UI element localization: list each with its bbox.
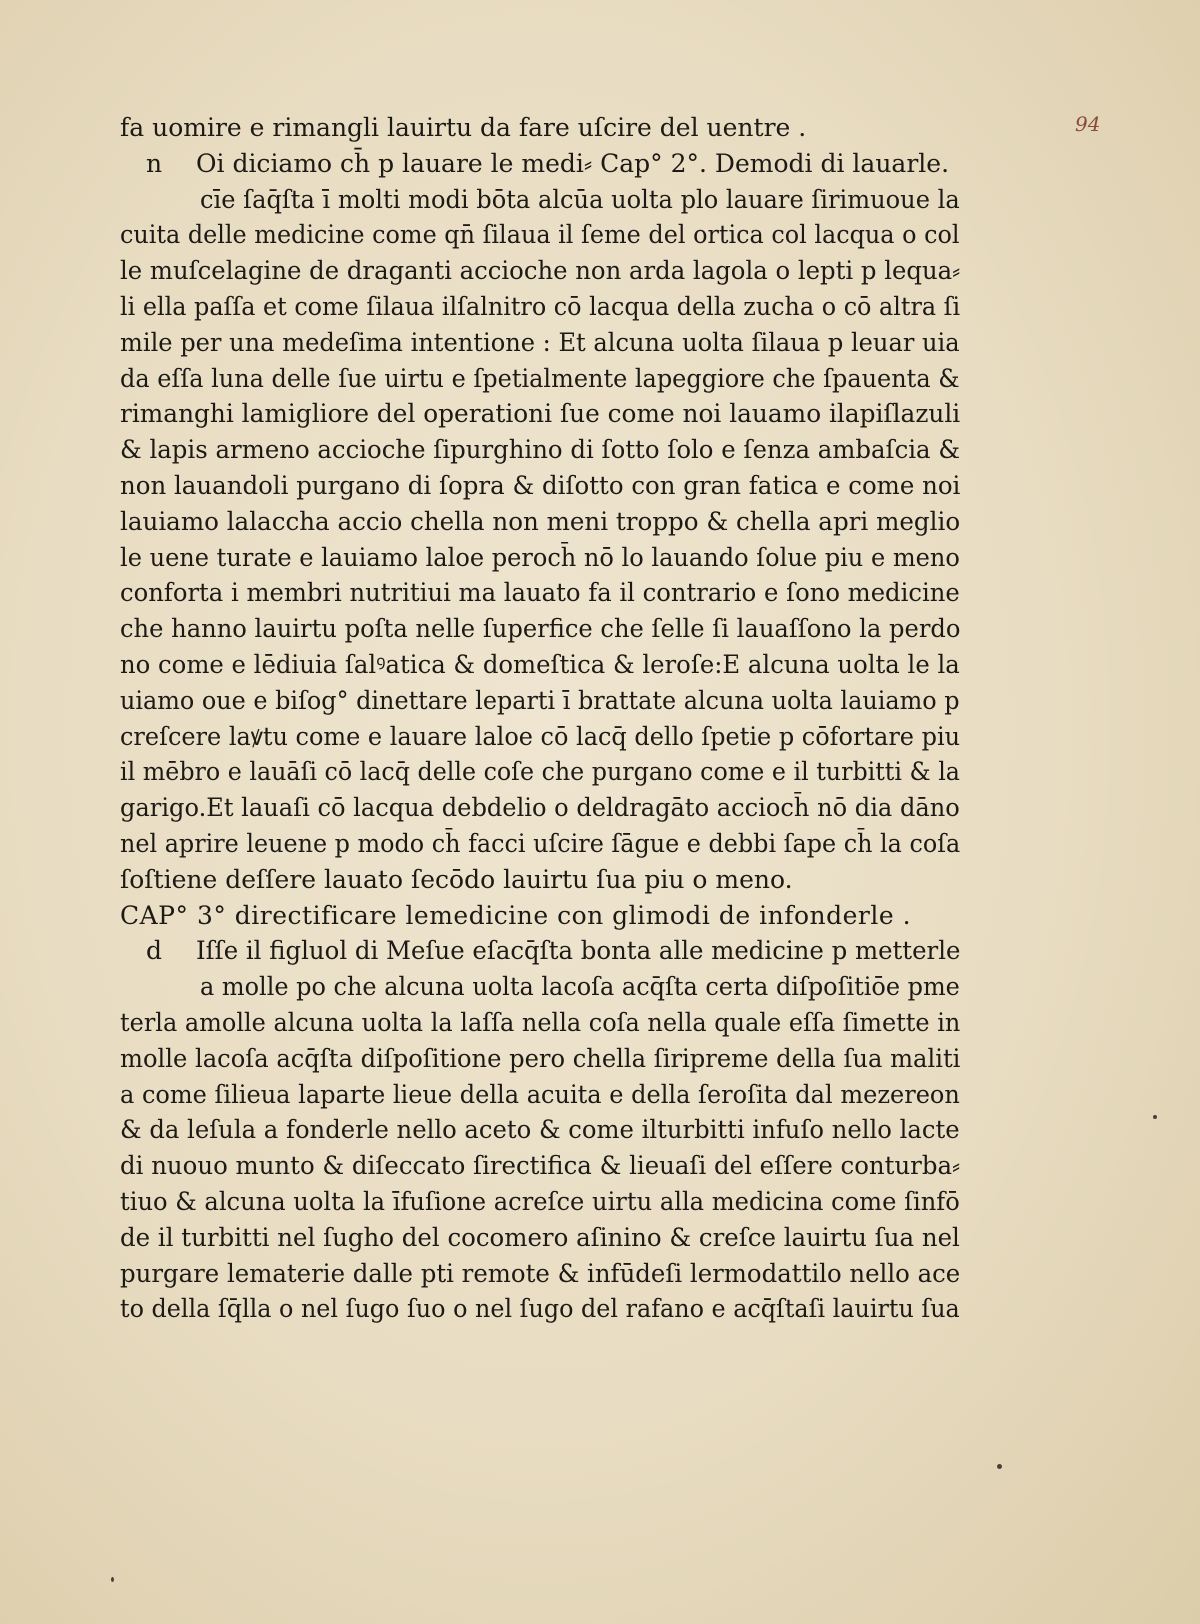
text-line [120, 1256, 960, 1292]
line-text: da eſſa luna delle ſue uirtu e ſpetialmente lapeggiore che ſpauenta & [120, 363, 960, 393]
line-text: ſoſtiene deſſere lauato ſecōdo lauirtu ſua piu o meno. [120, 864, 793, 894]
line-text: mile per una medeſima intentione : Et alcuna uolta ſilaua p leuar uia [120, 327, 960, 357]
line-text: garigo.Et lauaſi cō lacqua debdelio o deldragāto accioch̄ nō dia dāno [120, 793, 960, 823]
text-column [120, 110, 960, 1327]
line-text: nel aprire leuene p modo ch̄ facci uſcire ſāgue e debbi ſape ch̄ la coſa [120, 828, 961, 858]
text-line [120, 611, 960, 647]
line-text: & lapis armeno accioche ſipurghino di ſotto ſolo e ſenza ambaſcia & [120, 435, 961, 465]
line-text: Iſſe il figluol di Meſue eſacq̄ſta bonta alle medicine p metterle [196, 936, 961, 966]
line-text: a come ſilieua laparte lieue della acuita e della ſeroſita dal mezereon [120, 1079, 960, 1109]
text-line [120, 862, 960, 898]
text-line [120, 575, 960, 611]
text-line [120, 110, 960, 146]
line-text: cuita delle medicine come qn̄ ſilaua il ſeme del ortica col lacqua o col [120, 220, 960, 250]
line-text: conforta i membri nutritiui ma lauato fa il contrario e ſono medicine [120, 578, 960, 608]
text-line [120, 754, 960, 790]
text-line [120, 182, 960, 218]
line-text: terla amolle alcuna uolta la laſſa nella coſa nella quale eſſa ſimette in [120, 1007, 961, 1037]
line-text: di nuouo munto & diſeccato ſirectifica & lieuaſi del eſſere conturba⸗ [120, 1151, 961, 1181]
text-line [120, 1148, 960, 1184]
line-text: uiamo oue e biſog° dinettare leparti ī brattate alcuna uolta lauiamo p [120, 685, 960, 715]
text-line [120, 969, 960, 1005]
text-line [120, 898, 960, 934]
text-line [120, 719, 960, 755]
line-text: le uene turate e lauiamo laloe peroch̄ nō lo lauando ſolue piu e meno [120, 542, 960, 572]
line-text: CAP° 3° directificare lemedicine con glimodi de infonderle . [120, 900, 912, 930]
guide-letter: d [146, 936, 163, 966]
text-line [120, 504, 960, 540]
line-text: fa uomire e rimangli lauirtu da fare uſcire del uentre . [120, 113, 807, 142]
guide-letter: n [146, 148, 163, 178]
line-text: tiuo & alcuna uolta la īfuſione acreſce uirtu alla medicina come ſinfō [120, 1186, 960, 1216]
line-text: lauiamo lalaccha accio chella non meni troppo & chella apri meglio [120, 506, 961, 536]
text-line [120, 1077, 960, 1113]
text-line [120, 1005, 960, 1041]
line-text: che hanno lauirtu poſta nelle ſuperfice che ſelle ſi lauaſſono la perdo [120, 614, 961, 644]
text-line [120, 468, 960, 504]
text-line [120, 1220, 960, 1256]
folio-number: 94 [1075, 112, 1101, 136]
text-line [120, 396, 960, 432]
text-line [120, 826, 960, 862]
line-text: creſcere laꝟtu come e lauare laloe cō lacq̄ dello ſpetie p cōfortare piu [120, 721, 961, 751]
line-text: molle lacoſa acq̄ſta diſpoſitione pero chella ſiripreme della ſua maliti [120, 1043, 961, 1073]
ink-speck [1153, 1115, 1157, 1119]
line-text: a molle po che alcuna uolta lacoſa acq̄ſta certa diſpoſitiōe pme [200, 972, 960, 1002]
line-text: & da leſula a fonderle nello aceto & come ilturbitti infuſo nello lacte [120, 1115, 960, 1145]
line-text: il mēbro e lauāſi cō lacq̄ delle coſe che purgano come e il turbitti & la [120, 757, 960, 787]
text-line [120, 540, 960, 576]
text-line [120, 790, 960, 826]
text-line [120, 1112, 960, 1148]
text-line [120, 1291, 960, 1327]
text-line [120, 933, 960, 969]
text-line [120, 361, 960, 397]
line-text: le muſcelagine de draganti accioche non arda lagola o lepti p lequa⸗ [120, 256, 961, 286]
line-text: li ella paſſa et come ſilaua ilſalnitro cō lacqua della zucha o cō altra ſi [120, 291, 961, 321]
line-text: de il turbitti nel ſugho del cocomero aſinino & creſce lauirtu ſua nel [120, 1222, 960, 1252]
ink-speck [111, 1577, 114, 1582]
line-text: no come e lēdiuia ſalꝰatica & domeſtica & leroſe:E alcuna uolta le la [120, 649, 960, 679]
line-text: Oi diciamo ch̄ p lauare le medi⸗ Cap° 2°. Demodi di lauarle. [196, 148, 950, 178]
line-text: purgare lematerie dalle pti remote & infūdeſi lermodattilo nello ace [120, 1258, 961, 1288]
line-text: non lauandoli purgano di ſopra & diſotto con gran fatica e come noi [120, 470, 961, 500]
text-line [120, 683, 960, 719]
line-text: to della ſq̄lla o nel ſugo ſuo o nel ſugo del rafano e acq̄ſtaſi lauirtu ſua [120, 1294, 960, 1324]
text-line [120, 647, 960, 683]
text-line [120, 146, 960, 182]
text-line [120, 325, 960, 361]
ink-speck [997, 1464, 1002, 1469]
line-text: rimanghi lamigliore del operationi ſue come noi lauamo ilapiſlazuli [120, 399, 961, 429]
text-line [120, 1041, 960, 1077]
text-line [120, 1184, 960, 1220]
text-line [120, 289, 960, 325]
text-line [120, 217, 960, 253]
text-line [120, 253, 960, 289]
text-line [120, 432, 960, 468]
line-text: cīe ſaq̄ſta ī molti modi bōta alcūa uolta plo lauare ſirimuoue la [200, 184, 960, 214]
